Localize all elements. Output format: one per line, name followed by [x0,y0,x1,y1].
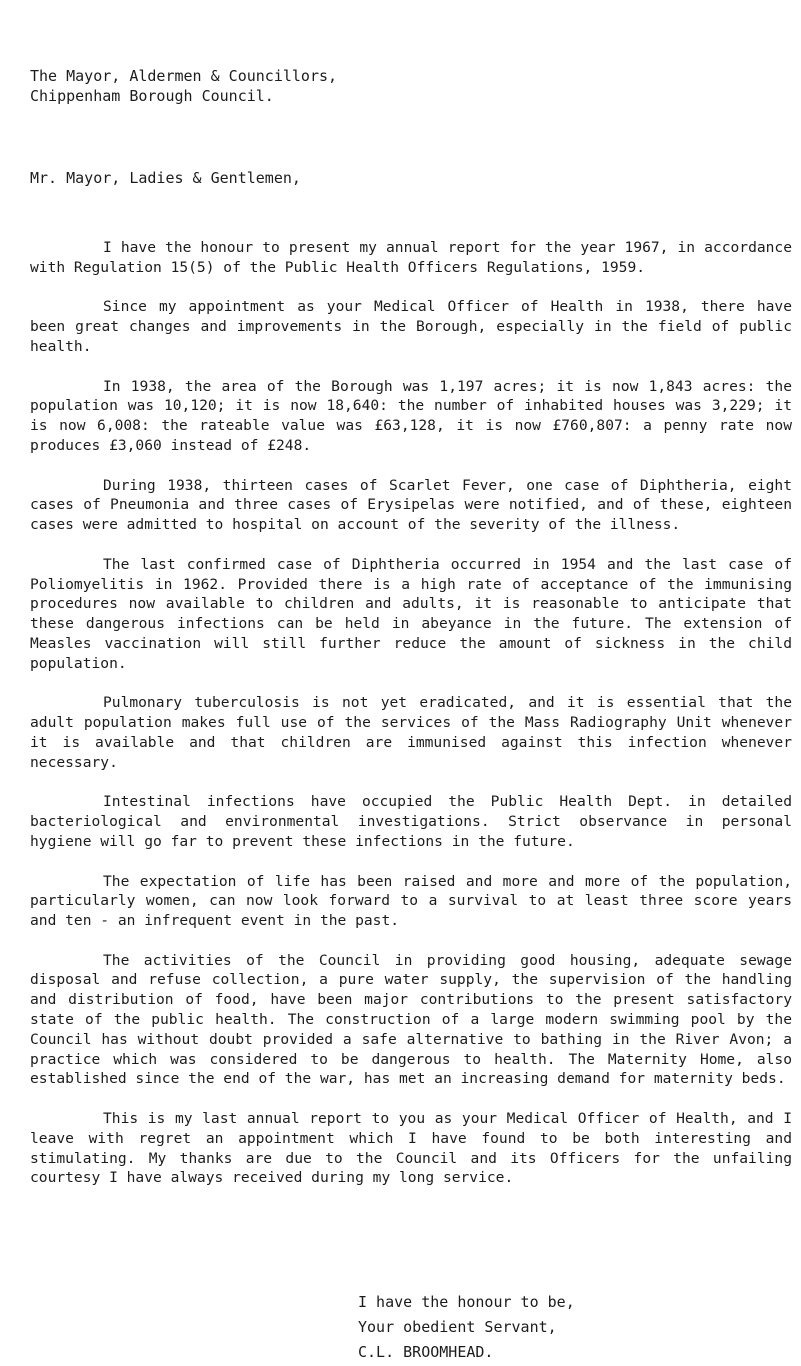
paragraph-5: The last confirmed case of Diphtheria occurred in 1954 and the last case of Poliomyelitis in 1962. Provided there is a high rate of acceptance of the immunising procedures now available to children and adults, it is reasonable to anticipate that these dangerous infections can be held in abeyance in the future. The extension of Measles vaccination will still further reduce the amount of sickness in the child population. [30,555,792,672]
salutation: Mr. Mayor, Ladies & Gentlemen, [30,169,301,187]
paragraph-8: The expectation of life has been raised and more and more of the population, particularly women, can now look forward to a survival to at least three score years and ten - an infrequent event in the past. [30,872,792,930]
closing-line-1: I have the honour to be, [358,1293,575,1311]
paragraph-2: Since my appointment as your Medical Officer of Health in 1938, there have been great changes and improvements in the Borough, especially in the field of public health. [30,298,792,355]
paragraph-4: During 1938, thirteen cases of Scarlet Fever, one case of Diphtheria, eight cases of Pneumonia and three cases of Erysipelas were notified, and of these, eighteen cases were admitted to hospital on account of the severity of the illness. [30,476,792,534]
letter-body [30,238,792,1208]
paragraph-1: I have the honour to present my annual report for the year 1967, in accordance with Regulation 15(5) of the Public Health Officers Regulations, 1959. [30,239,792,276]
signature: C.L. BROOMHEAD. [358,1343,494,1361]
paragraph-9: The activities of the Council in providing good housing, adequate sewage disposal and refuse collection, a pure water supply, the supervision of the handling and distribution of food, have been major contributions to the present satisfactory state of the public health. The construction of a large modern swimming pool by the Council has without doubt provided a safe alternative to bathing in the River Avon; a practice which was considered to be dangerous to health. The Maternity Home, also established since the end of the war, has met an increasing demand for maternity beds. [30,951,792,1088]
paragraph-10: This is my last annual report to you as your Medical Officer of Health, and I leave with regret an appointment which I have found to be both interesting and stimulating. My thanks are due to the Council and its Officers for the unfailing courtesy I have always received during my long service. [30,1110,792,1187]
paragraph-3: In 1938, the area of the Borough was 1,197 acres; it is now 1,843 acres: the population was 10,120; it is now 18,640: the number of inhabited houses was 3,229; it is now 6,008: the rateable value was £63,128, it is now £760,807: a penny rate now produces £3,060 instead of £248. [30,377,792,454]
addressee-line-1: The Mayor, Aldermen & Councillors, [30,67,338,85]
paragraph-7: Intestinal infections have occupied the Public Health Dept. in detailed bacteriological and environmental investigations. Strict observance in personal hygiene will go far to prevent these infections in the future. [30,793,792,850]
closing-block [358,1290,575,1365]
addressee-block [30,66,337,106]
addressee-line-2: Chippenham Borough Council. [30,87,274,105]
closing-line-2: Your obedient Servant, [358,1318,557,1336]
paragraph-6: Pulmonary tuberculosis is not yet eradicated, and it is essential that the adult population makes full use of the services of the Mass Radiography Unit whenever it is available and that children are immunised against this infection whenever necessary. [30,694,792,771]
